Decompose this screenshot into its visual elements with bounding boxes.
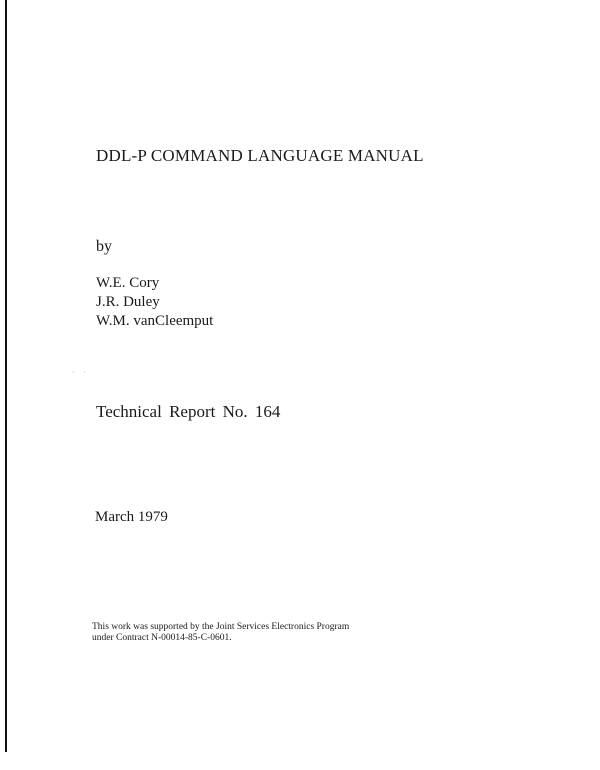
by-label: by	[96, 238, 112, 255]
author-name: W.E. Cory	[96, 275, 160, 291]
report-number: Technical Report No. 164	[96, 402, 281, 421]
document-title: DDL-P COMMAND LANGUAGE MANUAL	[96, 146, 424, 165]
scan-speck-marks: · ·	[72, 370, 90, 376]
support-note-line: This work was supported by the Joint Services Electronics Program	[92, 622, 350, 632]
author-list	[96, 274, 213, 331]
support-note	[92, 622, 349, 644]
author-name: J.R. Duley	[96, 294, 160, 310]
page-edge-line	[5, 0, 7, 752]
author-name: W.M. vanCleemput	[96, 313, 214, 329]
publication-date: March 1979	[95, 509, 168, 525]
support-note-line: under Contract N-00014-85-C-0601.	[92, 633, 232, 643]
